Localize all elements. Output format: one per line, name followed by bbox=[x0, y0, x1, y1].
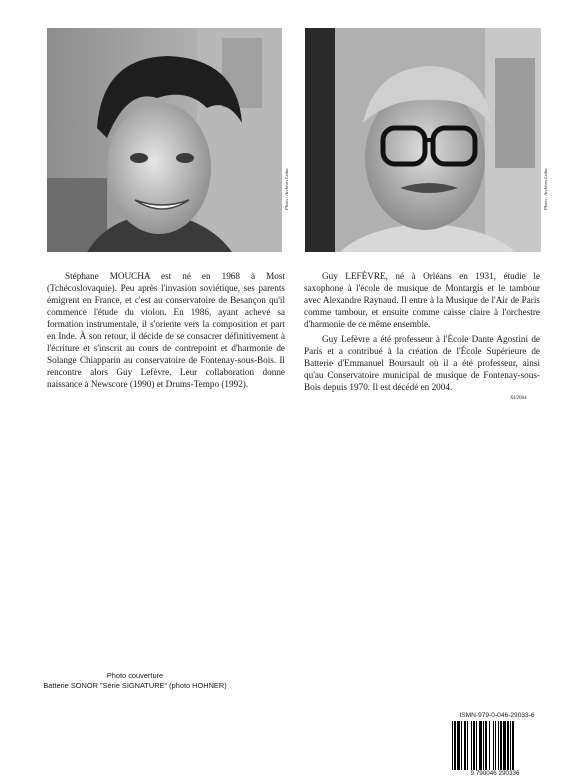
bio-left-paragraph-1: Stéphane MOUCHA est né en 1968 à Most (Tchécoslovaquie). Peu après l'invasion soviétique, ses parents émigrent en France, et c'est au conservatoire de Besançon qu'il commence l'étude du violon. En 1986, ayant achevé sa formation instrumentale, il s'oriente vers la composition et part en Inde. À son retour, il décide de se consacrer définitivement à l'écriture et s'inscrit au cours de contrepoint et d'harmonie de Solange Chiapparin au conservatoire de Fontenay-sous-Bois. Il rencontre alors Guy Lefèvre. Leur collaboration donne naissance à Newscore (1990) et Drums-Tempo (1992). bbox=[47, 271, 285, 389]
cover-photo-caption bbox=[0, 671, 270, 690]
bio-right-paragraph-2: Guy Lefèvre a été professeur à l'École Dante Agostini de Paris et a contribué à la création de l'École Supérieure de Batterie d'Emmanuel Boursault où il a été professeur, ainsi qu'au Conservatoire municipal de musique de Fontenay-sous-Bois depuis 1970. Il est décédé en 2004. bbox=[304, 334, 540, 392]
cover-caption-line-1: Photo couverture bbox=[106, 671, 164, 680]
portrait-photo-guy-lefevre bbox=[305, 28, 541, 252]
barcode-digits: 9 790046 290336 bbox=[449, 770, 541, 778]
ismn-number: ISMN-979-0-046-29033-6 bbox=[459, 712, 535, 719]
portrait-photo-stephane-moucha bbox=[47, 28, 282, 252]
photo-credit-right: Photo : Archives Leduc bbox=[543, 167, 548, 210]
biography-guy-lefevre bbox=[304, 270, 540, 396]
edition-date: XI/2004 bbox=[510, 396, 527, 401]
bio-right-paragraph-1: Guy LEFÈVRE, né à Orléans en 1931, étudie le saxophone à l'école de musique de Montargis et le tambour avec Alexandre Raynaud. Il entre à la Musique de l'Air de Paris comme tambour, et ensuite comme caisse claire à l'orchestre d'harmonie de ce même ensemble. bbox=[304, 271, 540, 329]
biography-stephane-moucha bbox=[47, 270, 285, 393]
photo-credit-left: Photo : Archives Leduc bbox=[284, 167, 289, 210]
cover-caption-line-2: Batterie SONOR "Série SIGNATURE" (photo HOHNER) bbox=[43, 680, 227, 690]
